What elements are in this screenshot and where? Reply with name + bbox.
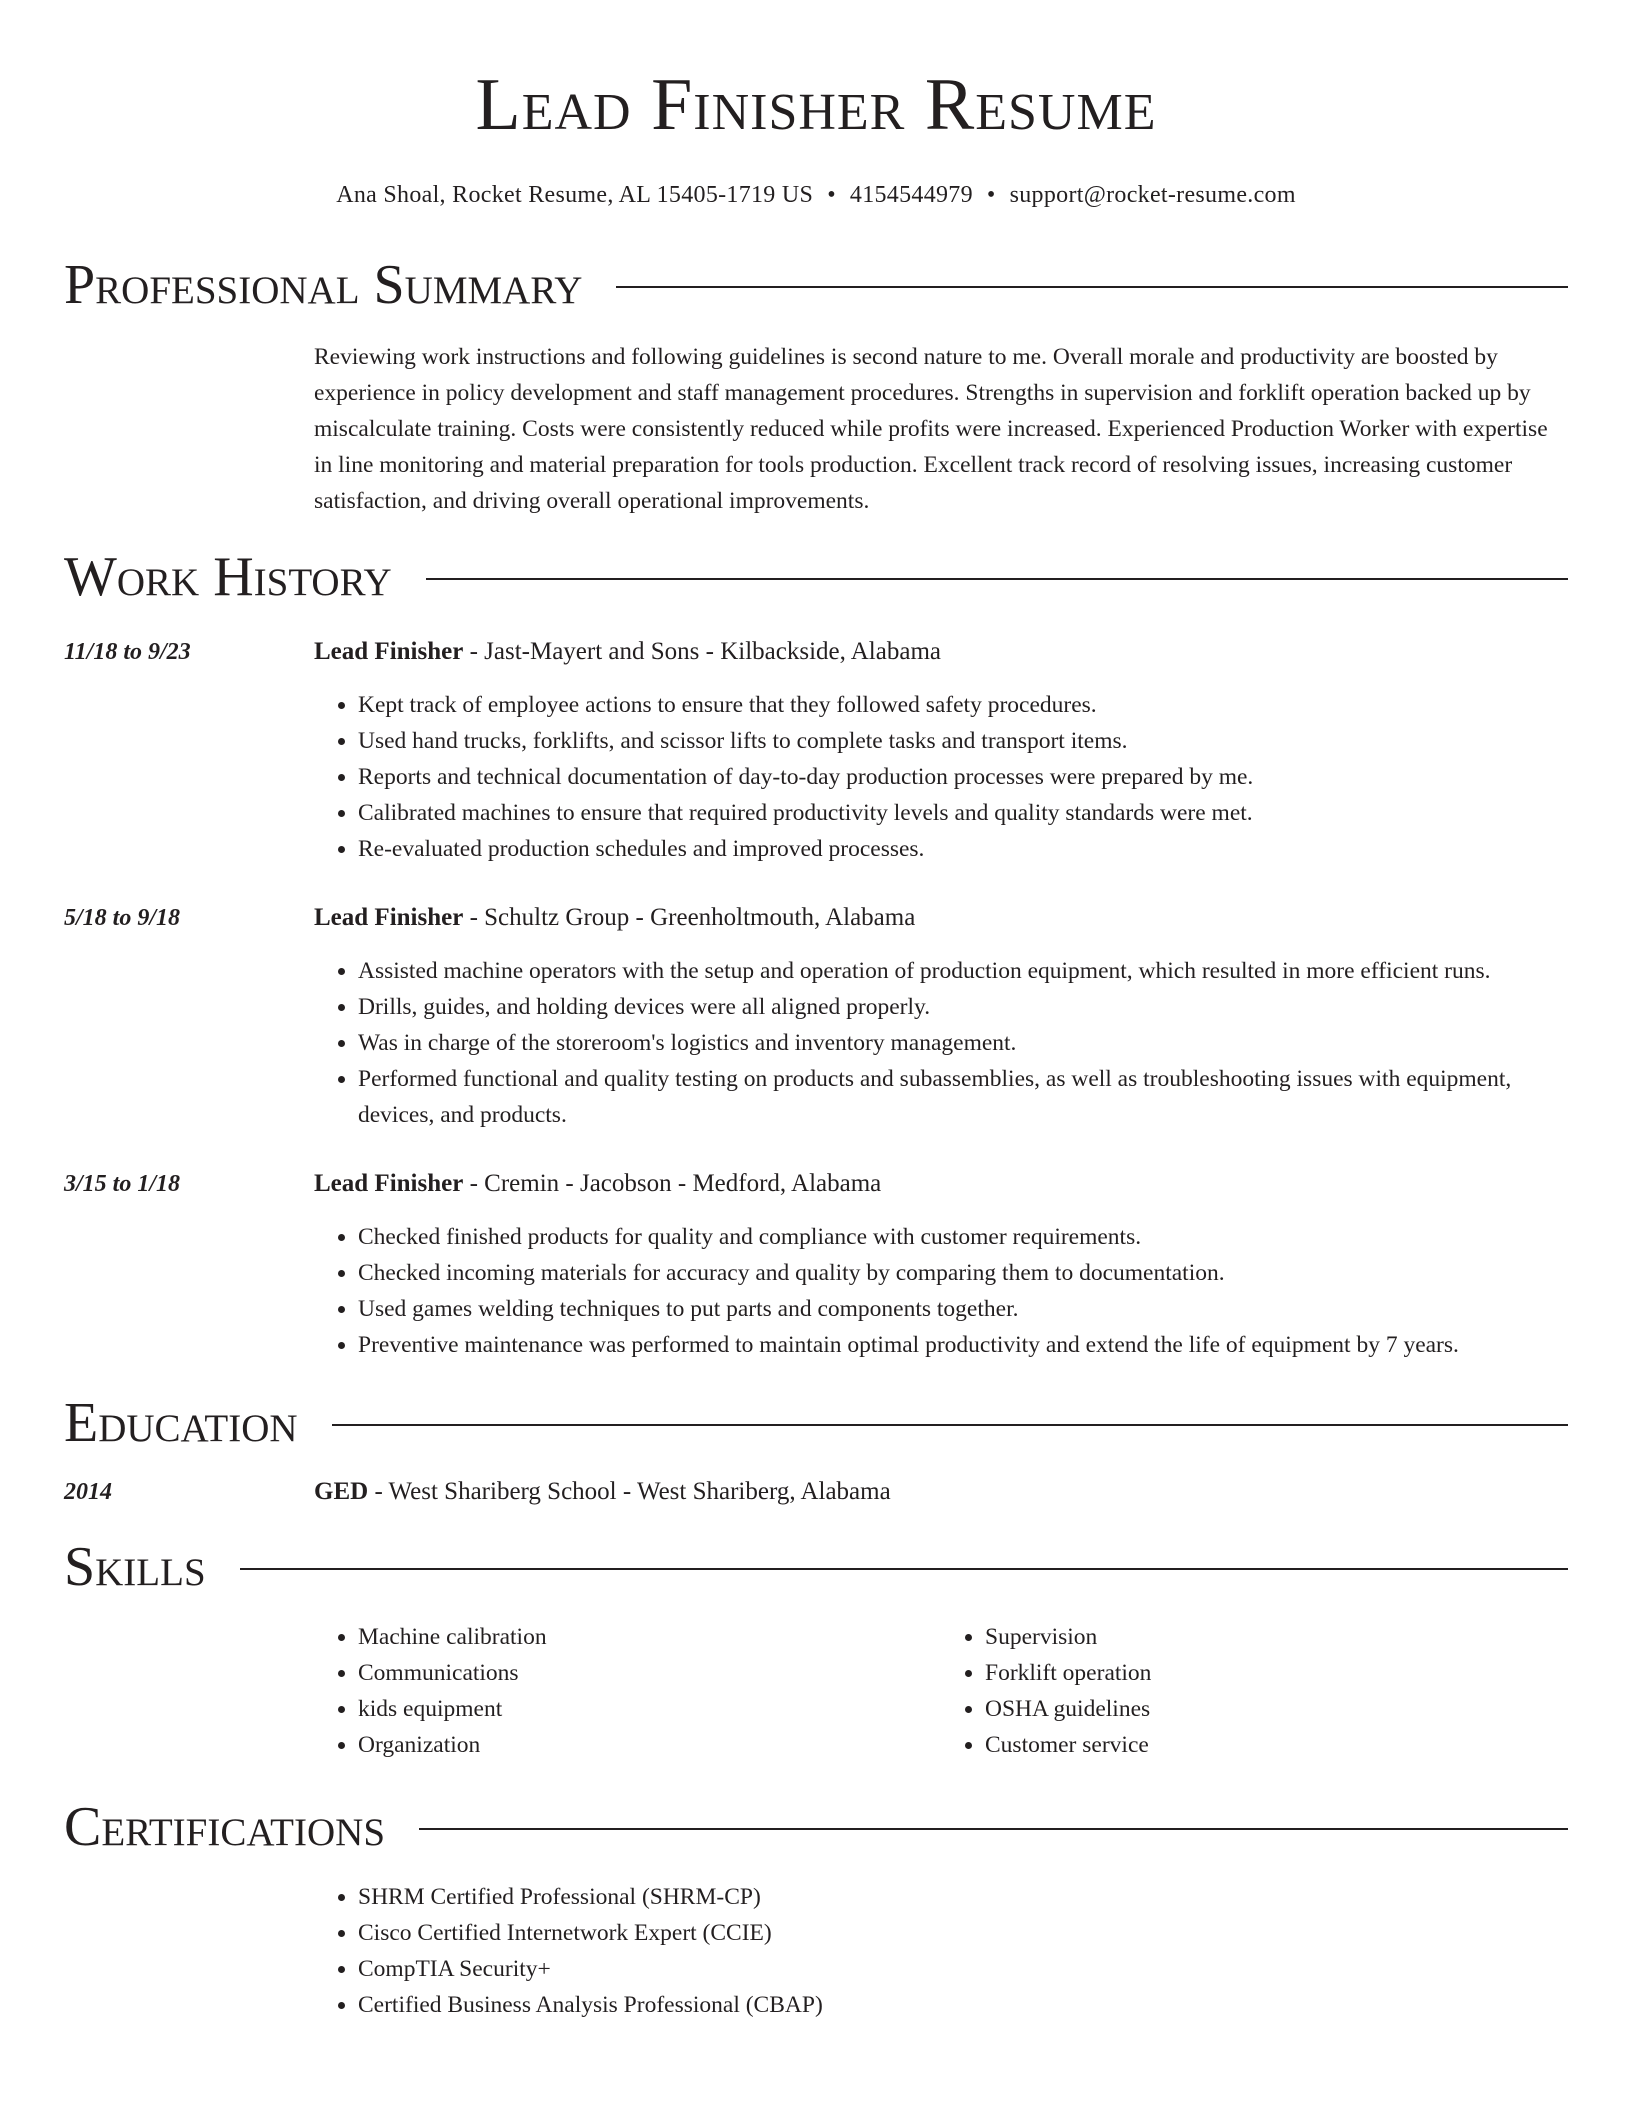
skill-item: • OSHA guidelines xyxy=(985,1691,1568,1727)
certifications-section-header xyxy=(64,1791,1568,1863)
section-divider xyxy=(240,1568,1568,1570)
job-bullet: • Performed functional and quality testing on products and subassemblies, as well as troubleshooting issues with equipment, devices, and products. xyxy=(358,1061,1568,1133)
job-body xyxy=(314,901,1568,1133)
contact-separator: • xyxy=(986,182,996,208)
skills-column-left xyxy=(314,1619,941,1763)
education-heading: Education xyxy=(64,1392,298,1454)
job-bullet: • Drills, guides, and holding devices were all aligned properly. xyxy=(358,989,1568,1025)
education-year: 2014 xyxy=(64,1479,112,1505)
skill-item: • Forklift operation xyxy=(985,1655,1568,1691)
job-heading xyxy=(314,1167,1568,1201)
skills-list xyxy=(314,1619,1568,1763)
job-entry xyxy=(64,1167,1568,1363)
summary-section-header xyxy=(64,249,1568,321)
certification-item: • SHRM Certified Professional (SHRM-CP) xyxy=(358,1879,1568,1915)
job-bullet: • Assisted machine operators with the setup and operation of production equipment, which resulted in more efficient runs. xyxy=(358,953,1568,989)
skills-section-header xyxy=(64,1531,1568,1603)
education-details: - West Shariberg School - West Shariberg, Alabama xyxy=(368,1478,891,1505)
job-details: - Cremin - Jacobson - Medford, Alabama xyxy=(463,1170,882,1197)
section-divider xyxy=(616,286,1568,288)
job-dates: 5/18 to 9/18 xyxy=(64,905,181,931)
skills-column-right xyxy=(941,1619,1568,1763)
contact-address: Ana Shoal, Rocket Resume, AL 15405-1719 US xyxy=(336,182,814,208)
job-bullets xyxy=(314,953,1568,1133)
skill-item: • Machine calibration xyxy=(358,1619,941,1655)
job-details: - Jast-Mayert and Sons - Kilbackside, Alabama xyxy=(463,638,941,665)
contact-line xyxy=(64,182,1568,209)
certifications-items xyxy=(314,1879,1568,2023)
job-entry xyxy=(64,635,1568,867)
work-heading: Work History xyxy=(64,546,392,608)
certification-item: • Cisco Certified Internetwork Expert (CCIE) xyxy=(358,1915,1568,1951)
job-body xyxy=(314,1167,1568,1363)
job-bullet: • Was in charge of the storeroom's logistics and inventory management. xyxy=(358,1025,1568,1061)
skill-item: • Organization xyxy=(358,1727,941,1763)
job-heading xyxy=(314,901,1568,935)
skills-heading: Skills xyxy=(64,1536,206,1598)
summary-text: Reviewing work instructions and following guidelines is second nature to me. Overall morale and productivity are boosted by experience in policy development and staff management procedures. Strengths in supervision and forklift operation backed up by miscalculate training. Costs were consistently reduced while profits were increased. Experienced Production Worker with expertise in line monitoring and material preparation for tools production. Excellent track record of resolving issues, increasing customer satisfaction, and driving overall operational improvements. xyxy=(314,344,1548,514)
certifications-list xyxy=(314,1879,1568,2023)
contact-separator: • xyxy=(827,182,836,208)
job-bullet: • Reports and technical documentation of day-to-day production processes were prepared by me. xyxy=(358,759,1568,795)
certification-item: • Certified Business Analysis Professional (CBAP) xyxy=(358,1987,1568,2023)
job-bullet: • Checked incoming materials for accuracy and quality by comparing them to documentation. xyxy=(358,1255,1568,1291)
job-dates: 11/18 to 9/23 xyxy=(64,639,191,665)
section-divider xyxy=(332,1424,1568,1426)
job-role: Lead Finisher xyxy=(314,904,464,931)
education-entry xyxy=(64,1475,1568,1509)
job-bullet: • Kept track of employee actions to ensure that they followed safety procedures. xyxy=(358,687,1568,723)
job-body xyxy=(314,635,1568,867)
job-dates: 3/15 to 1/18 xyxy=(64,1171,181,1197)
section-divider xyxy=(419,1828,1568,1830)
education-section-header xyxy=(64,1387,1568,1459)
job-bullets xyxy=(314,687,1568,867)
job-bullet: • Re-evaluated production schedules and improved processes. xyxy=(358,831,1568,867)
contact-phone: 4154544979 xyxy=(849,182,973,208)
job-heading xyxy=(314,635,1568,669)
summary-heading: Professional Summary xyxy=(64,254,583,316)
job-bullet: • Preventive maintenance was performed to maintain optimal productivity and extend the life of equipment by 7 years. xyxy=(358,1327,1568,1363)
contact-email: support@rocket-resume.com xyxy=(1009,182,1296,208)
job-role: Lead Finisher xyxy=(314,1170,464,1197)
job-bullet: • Checked finished products for quality and compliance with customer requirements. xyxy=(358,1219,1568,1255)
work-section-header xyxy=(64,541,1568,613)
skill-item: • Customer service xyxy=(985,1727,1568,1763)
certification-item: • CompTIA Security+ xyxy=(358,1951,1568,1987)
job-bullets xyxy=(314,1219,1568,1363)
section-divider xyxy=(426,578,1568,580)
education-heading-line xyxy=(314,1475,1568,1509)
resume-title: Lead Finisher Resume xyxy=(475,64,1157,146)
education-degree: GED xyxy=(314,1478,369,1505)
job-entry xyxy=(64,901,1568,1133)
skill-item: • Supervision xyxy=(985,1619,1568,1655)
job-role: Lead Finisher xyxy=(314,638,464,665)
job-bullet: • Used games welding techniques to put parts and components together. xyxy=(358,1291,1568,1327)
skill-item: • kids equipment xyxy=(358,1691,941,1727)
job-bullet: • Used hand trucks, forklifts, and scissor lifts to complete tasks and transport items. xyxy=(358,723,1568,759)
job-details: - Schultz Group - Greenholtmouth, Alabama xyxy=(463,904,916,931)
certifications-heading: Certifications xyxy=(64,1796,386,1858)
skill-item: • Communications xyxy=(358,1655,941,1691)
job-bullet: • Calibrated machines to ensure that required productivity levels and quality standards were met. xyxy=(358,795,1568,831)
